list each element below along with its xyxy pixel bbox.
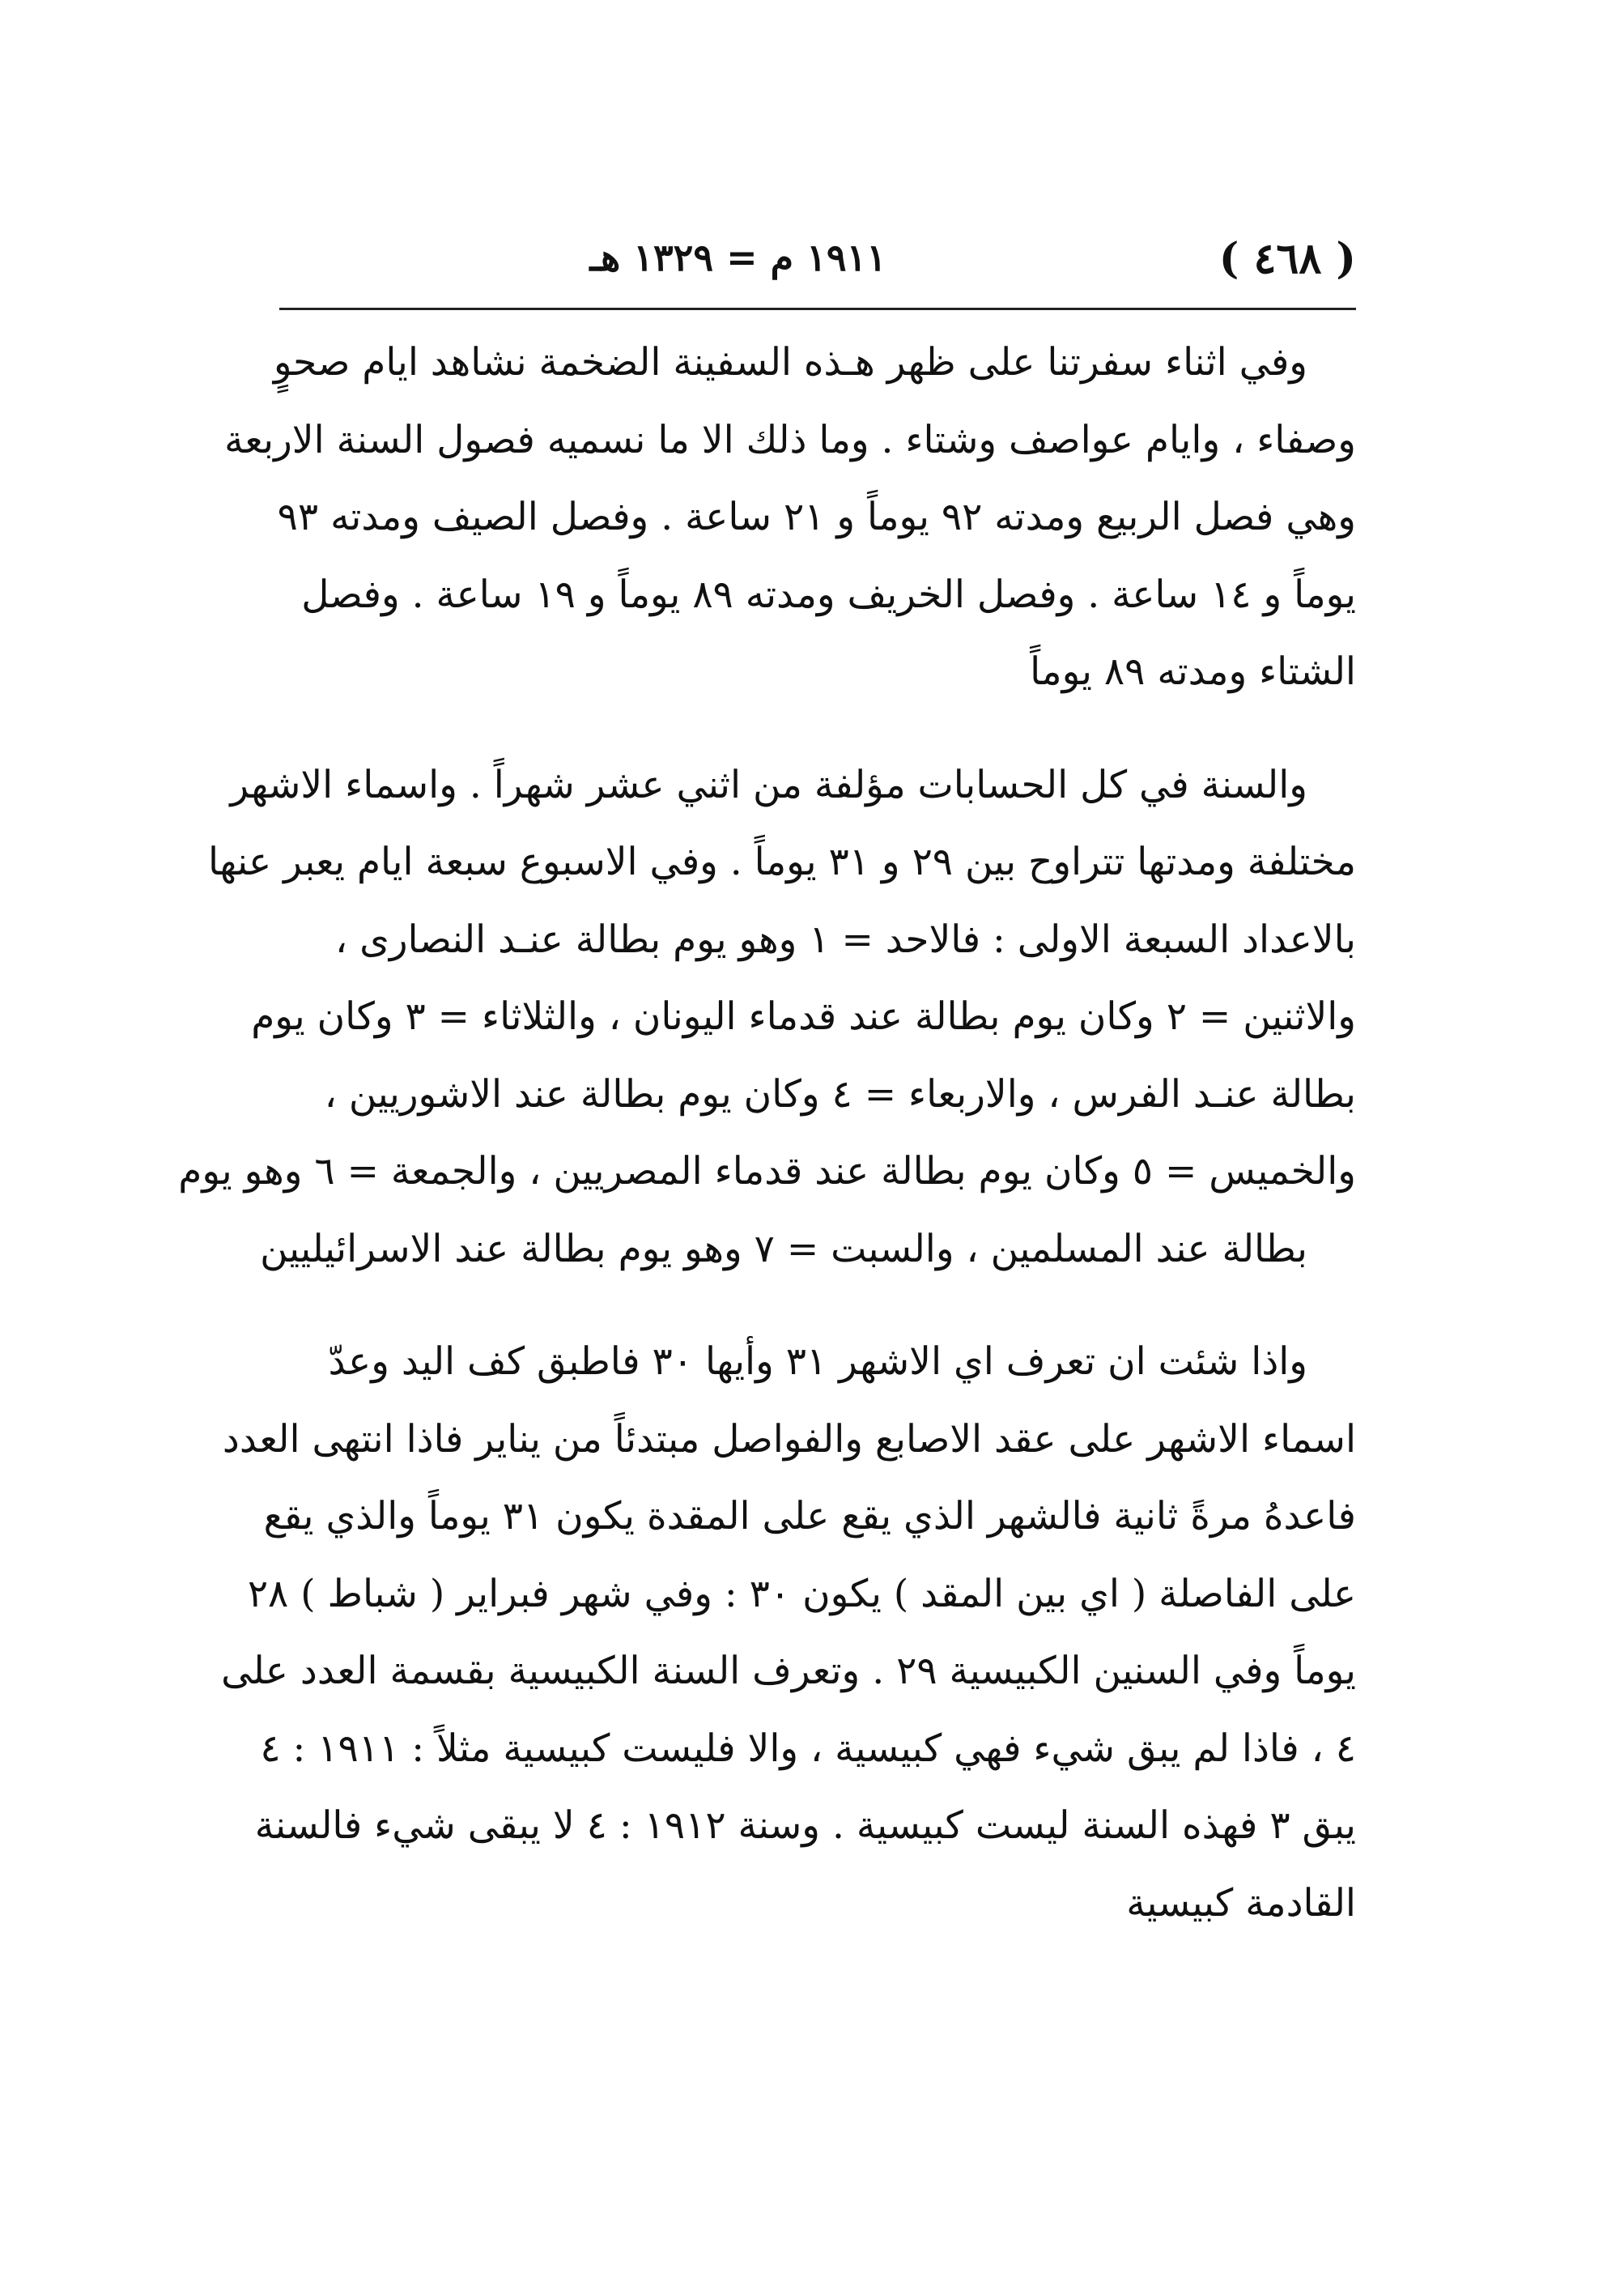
text-line: والخميس = ٥ وكان يوم بطالة عند قدماء المصريين ، والجمعة = ٦ وهو يوم [178,1149,1356,1194]
text-line: يبق ٣ فهذه السنة ليست كبيسية . وسنة ١٩١٢ : ٤ لا يبقى شيء فالسنة [254,1803,1356,1848]
text-line: القادمة كبيسية [1126,1880,1356,1926]
body-text [178,324,1356,1942]
paragraph-seasons [224,324,1356,711]
paragraph-leap-year [221,1323,1356,1942]
text-line: ٤ ، فاذا لم يبق شيء فهي كبيسية ، والا فليست كبيسية مثلاً : ١٩١١ : ٤ [260,1726,1356,1771]
text-line: وهي فصل الربيع ومدته ٩٢ يوماً و ٢١ ساعة . وفصل الصيف ومدته ٩٣ [277,495,1356,539]
text-line: واذا شئت ان تعرف اي الاشهر ٣١ وأيها ٣٠ فاطبق كف اليد وعدّ [328,1339,1307,1384]
text-line: اسماء الاشهر على عقد الاصابع والفواصل مبتدئاً من يناير فاذا انتهى العدد [222,1416,1356,1462]
text-line: مختلفة ومدتها تتراوح بين ٢٩ و ٣١ يوماً . وفي الاسبوع سبعة ايام يعبر عنها [208,840,1356,884]
text-line: يوماً و ١٤ ساعة . وفصل الخريف ومدته ٨٩ يوماً و ١٩ ساعة . وفصل [301,572,1356,617]
text-line: فاعدهُ مرةً ثانية فالشهر الذي يقع على المقدة يكون ٣١ يوماً والذي يقع [263,1494,1356,1539]
page-header [279,231,1356,296]
text-line: والسنة في كل الحسابات مؤلفة من اثني عشر شهراً . واسماء الاشهر [230,762,1307,807]
text-line: على الفاصلة ( اي بين المقد ) يكون ٣٠ : وفي شهر فبراير ( شباط ) ٢٨ [247,1571,1356,1616]
text-line: يوماً وفي السنين الكبيسية ٢٩ . وتعرف السنة الكبيسية بقسمة العدد على [221,1649,1356,1693]
text-line: بطالة عند المسلمين ، والسبت = ٧ وهو يوم بطالة عند الاسرائيليين [260,1226,1307,1271]
page-number: ( ٤٦٨ ) [1218,234,1356,283]
paragraph-months-weekdays [178,747,1356,1288]
text-line: بطالة عنـد الفرس ، والاربعاء = ٤ وكان يوم بطالة عند الاشوريين ، [324,1071,1356,1117]
text-line: والاثنين = ٢ وكان يوم بطالة عند قدماء اليونان ، والثلاثاء = ٣ وكان يوم [251,994,1356,1039]
text-line: بالاعداد السبعة الاولى : فالاحد = ١ وهو يوم بطالة عنـد النصارى ، [334,917,1356,962]
running-head-date: ١٩١١ م = ١٣٢٩ هـ [589,236,886,279]
text-line: الشتاء ومدته ٨٩ يوماً [1030,649,1356,694]
text-line: وصفاء ، وايام عواصف وشتاء . وما ذلك الا ما نسميه فصول السنة الاربعة [224,417,1356,462]
text-line: وفي اثناء سفرتنا على ظهر هـذه السفينة الضخمة نشاهد ايام صحوٍ [273,340,1307,385]
header-rule [279,308,1356,310]
